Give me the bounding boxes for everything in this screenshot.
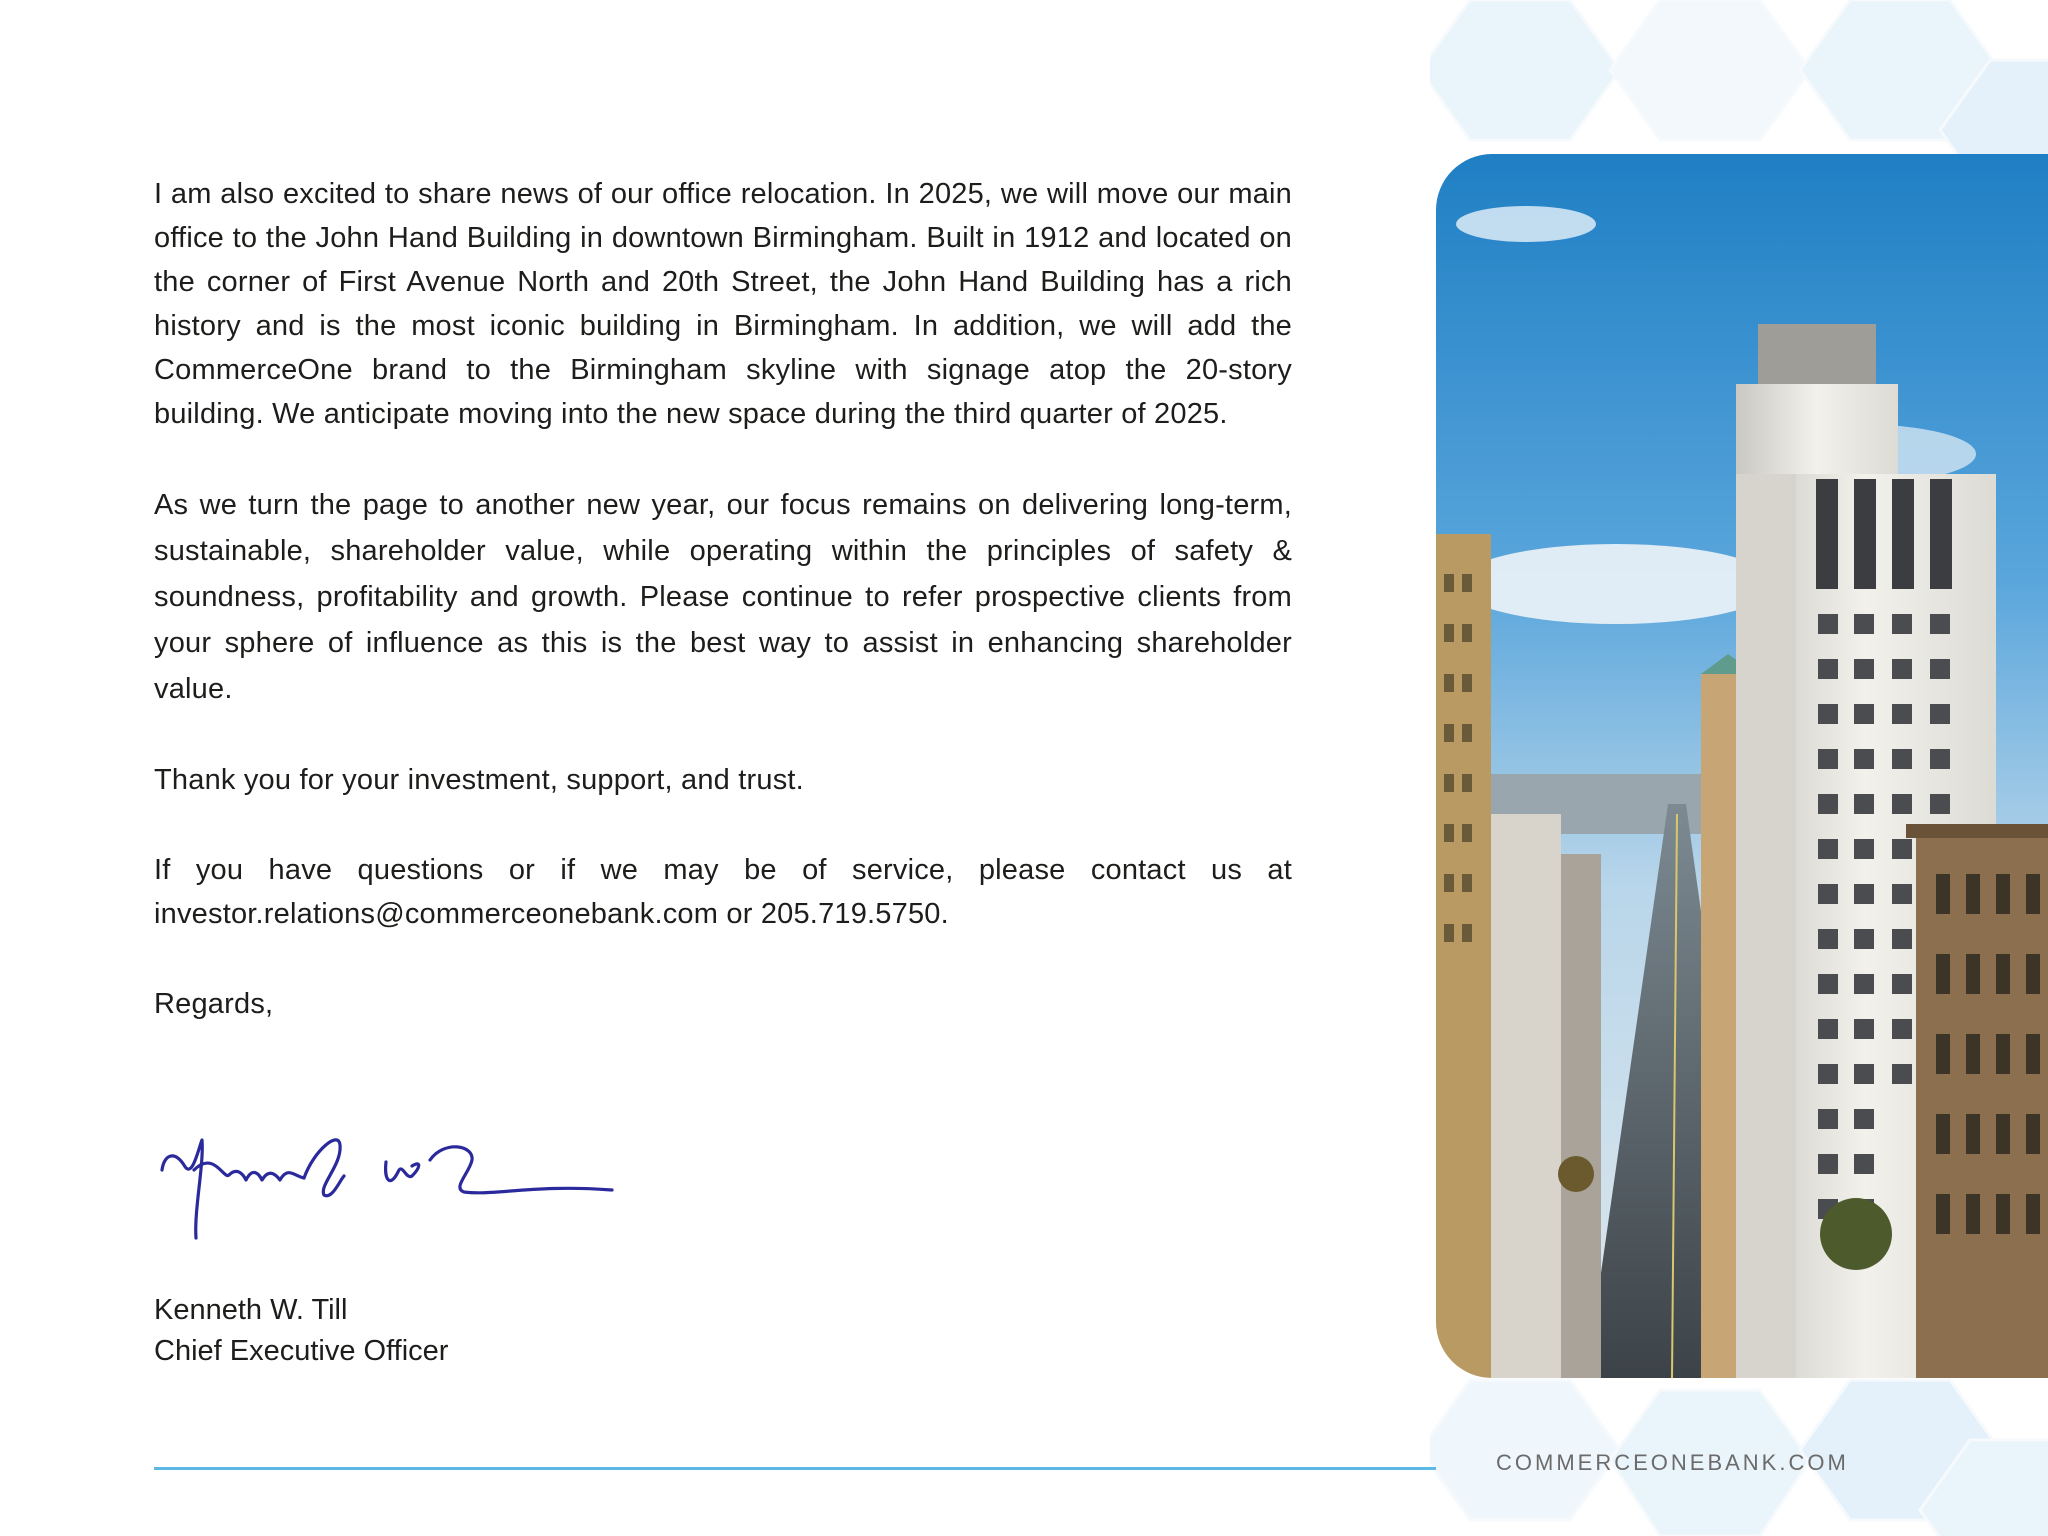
footer-divider bbox=[154, 1467, 1436, 1470]
signer-title: Chief Executive Officer bbox=[154, 1335, 449, 1367]
signer-name: Kenneth W. Till bbox=[154, 1294, 348, 1326]
paragraph-relocation: I am also excited to share news of our office relocation. In 2025, we will move our main office to the John Hand Building in downtown Birmingham. Built in 1912 and located on the corner of First Avenue North and 20th Street, the John Hand Building has a rich history and is the most iconic building in Birmingham. In addition, we will add the CommerceOne brand to the Birmingham skyline with signage atop the 20-story building. We anticipate moving into the new space during the third quarter of 2025. bbox=[154, 178, 1292, 430]
paragraph-focus: As we turn the page to another new year, our focus remains on delivering long-term, sustainable, shareholder value, while operating within the principles of safety & soundness, profitability and growth. Please continue to refer prospective clients from your sphere of influence as this is the best way to assist in enhancing shareholder value. bbox=[154, 489, 1292, 705]
closing-regards: Regards, bbox=[154, 988, 274, 1020]
footer-website: COMMERCEONEBANK.COM bbox=[1496, 1450, 1849, 1475]
paragraph-contact: If you have questions or if we may be of service, please contact us at investor.relations@commerceonebank.com or 205.719.5750. bbox=[154, 854, 1292, 930]
handwritten-signature bbox=[154, 1110, 634, 1250]
signer-block bbox=[154, 1290, 448, 1372]
paragraph-thanks: Thank you for your investment, support, and trust. bbox=[154, 764, 804, 796]
letter-body bbox=[154, 172, 1292, 1026]
building-photo bbox=[1436, 154, 2048, 1378]
